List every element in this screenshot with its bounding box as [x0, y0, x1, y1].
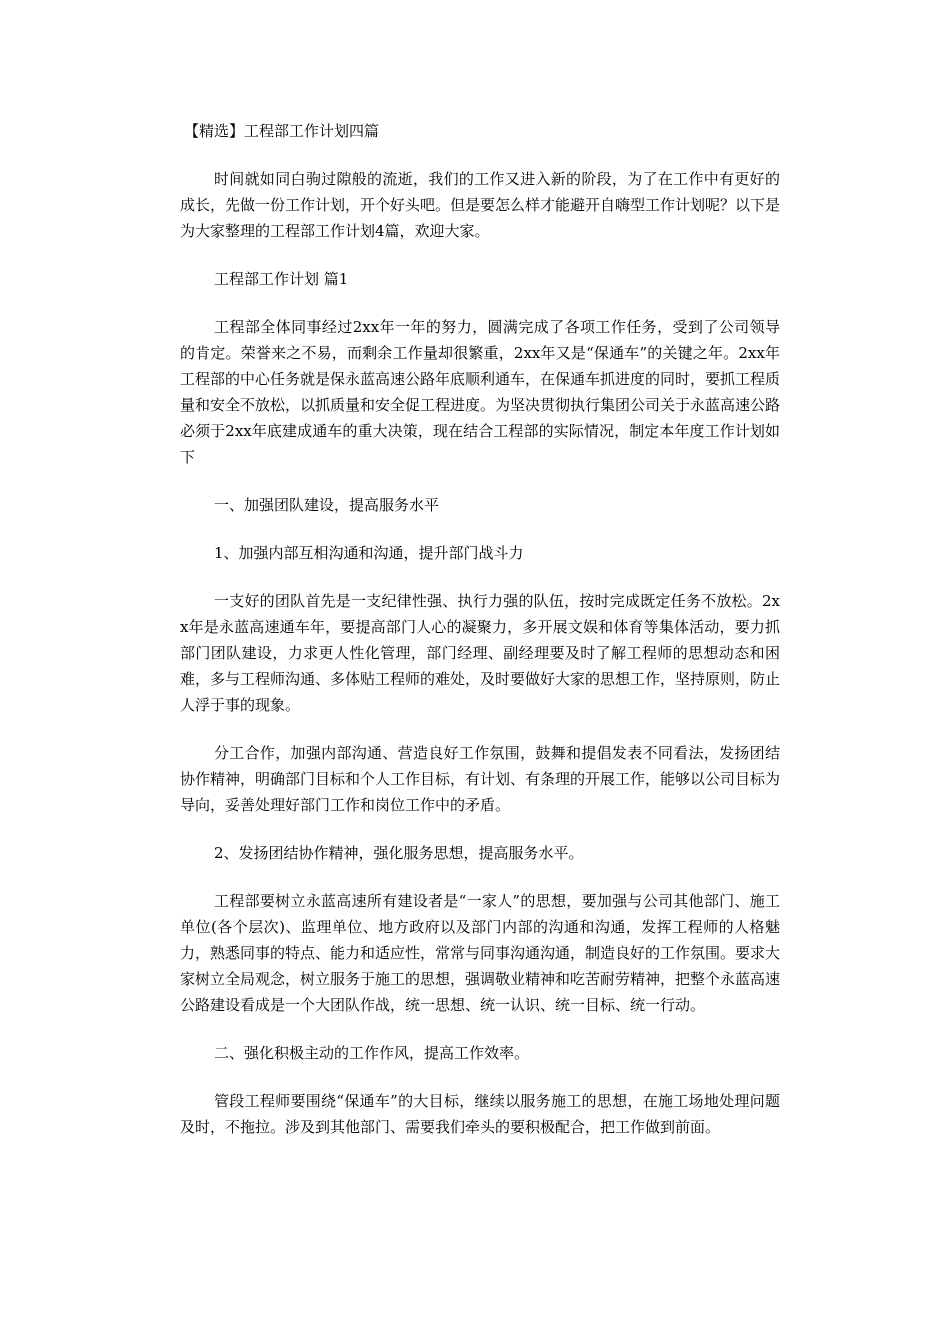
document-title: 【精选】工程部工作计划四篇 [184, 122, 380, 140]
intro-paragraph: 时间就如同白驹过隙般的流逝，我们的工作又进入新的阶段，为了在工作中有更好的成长，先做一份工作计划，开个好头吧。但是要怎么样才能避开自嗨型工作计划呢？以下是为大家整理的工程部工作计划4篇，欢迎大家。 [180, 170, 781, 240]
paragraph-section-engineers: 管段工程师要围绕“保通车”的大目标，继续以服务施工的思想，在施工场地处理问题及时，不拖拉。涉及到其他部门、需要我们牵头的要积极配合，把工作做到前面。 [180, 1092, 780, 1136]
section-1-title: 工程部工作计划 篇1 [214, 270, 349, 288]
paragraph-one-family: 工程部要树立永蓝高速所有建设者是“一家人”的思想，要加强与公司其他部门、施工单位(各个层次)、监理单位、地方政府以及部门内部的沟通和沟通，发挥工程师的人格魅力，熟悉同事的特点、能力和适应性，常常与同事沟通沟通，制造良好的工作氛围。要求大家树立全局观念，树立服务于施工的思想，强调敬业精神和吃苦耐劳精神，把整个永蓝高速公路建设看成是一个大团队作战，统一思想、统一认识、统一目标、统一行动。 [180, 892, 781, 1014]
section-1-paragraph: 工程部全体同事经过2xx年一年的努力，圆满完成了各项工作任务，受到了公司领导的肯定。荣誉来之不易，而剩余工作量却很繁重，2xx年又是“保通车”的关键之年。2xx年工程部的中心任务就是保永蓝高速公路年底顺利通车，在保通车抓进度的同时，要抓工程质量和安全不放松，以抓质量和安全促工程进度。为坚决贯彻执行集团公司关于永蓝高速公路必须于2xx年底建成通车的重大决策，现在结合工程部的实际情况，制定本年度工作计划如下 [180, 318, 781, 466]
heading-internal-communication: 1、加强内部互相沟通和沟通，提升部门战斗力 [214, 544, 524, 562]
paragraph-division-cooperation: 分工合作，加强内部沟通、营造良好工作氛围，鼓舞和提倡发表不同看法，发扬团结协作精神，明确部门目标和个人工作目标，有计划、有条理的开展工作，能够以公司目标为导向，妥善处理好部门工作和岗位工作中的矛盾。 [180, 744, 781, 814]
paragraph-team-discipline: 一支好的团队首先是一支纪律性强、执行力强的队伍，按时完成既定任务不放松。2xx年是永蓝高速通车年，要提高部门人心的凝聚力，多开展文娱和体育等集体活动，要力抓部门团队建设，力求更人性化管理，部门经理、副经理要及时了解工程师的思想动态和困难，多与工程师沟通、多体贴工程师的难处，及时要做好大家的思想工作，坚持原则，防止人浮于事的现象。 [180, 592, 781, 714]
heading-work-style: 二、强化积极主动的工作作风，提高工作效率。 [214, 1044, 530, 1062]
document-page [180, 118, 780, 1162]
heading-team-spirit: 2、发扬团结协作精神，强化服务思想，提高服务水平。 [214, 844, 584, 862]
heading-team-building: 一、加强团队建设，提高服务水平 [214, 496, 440, 514]
